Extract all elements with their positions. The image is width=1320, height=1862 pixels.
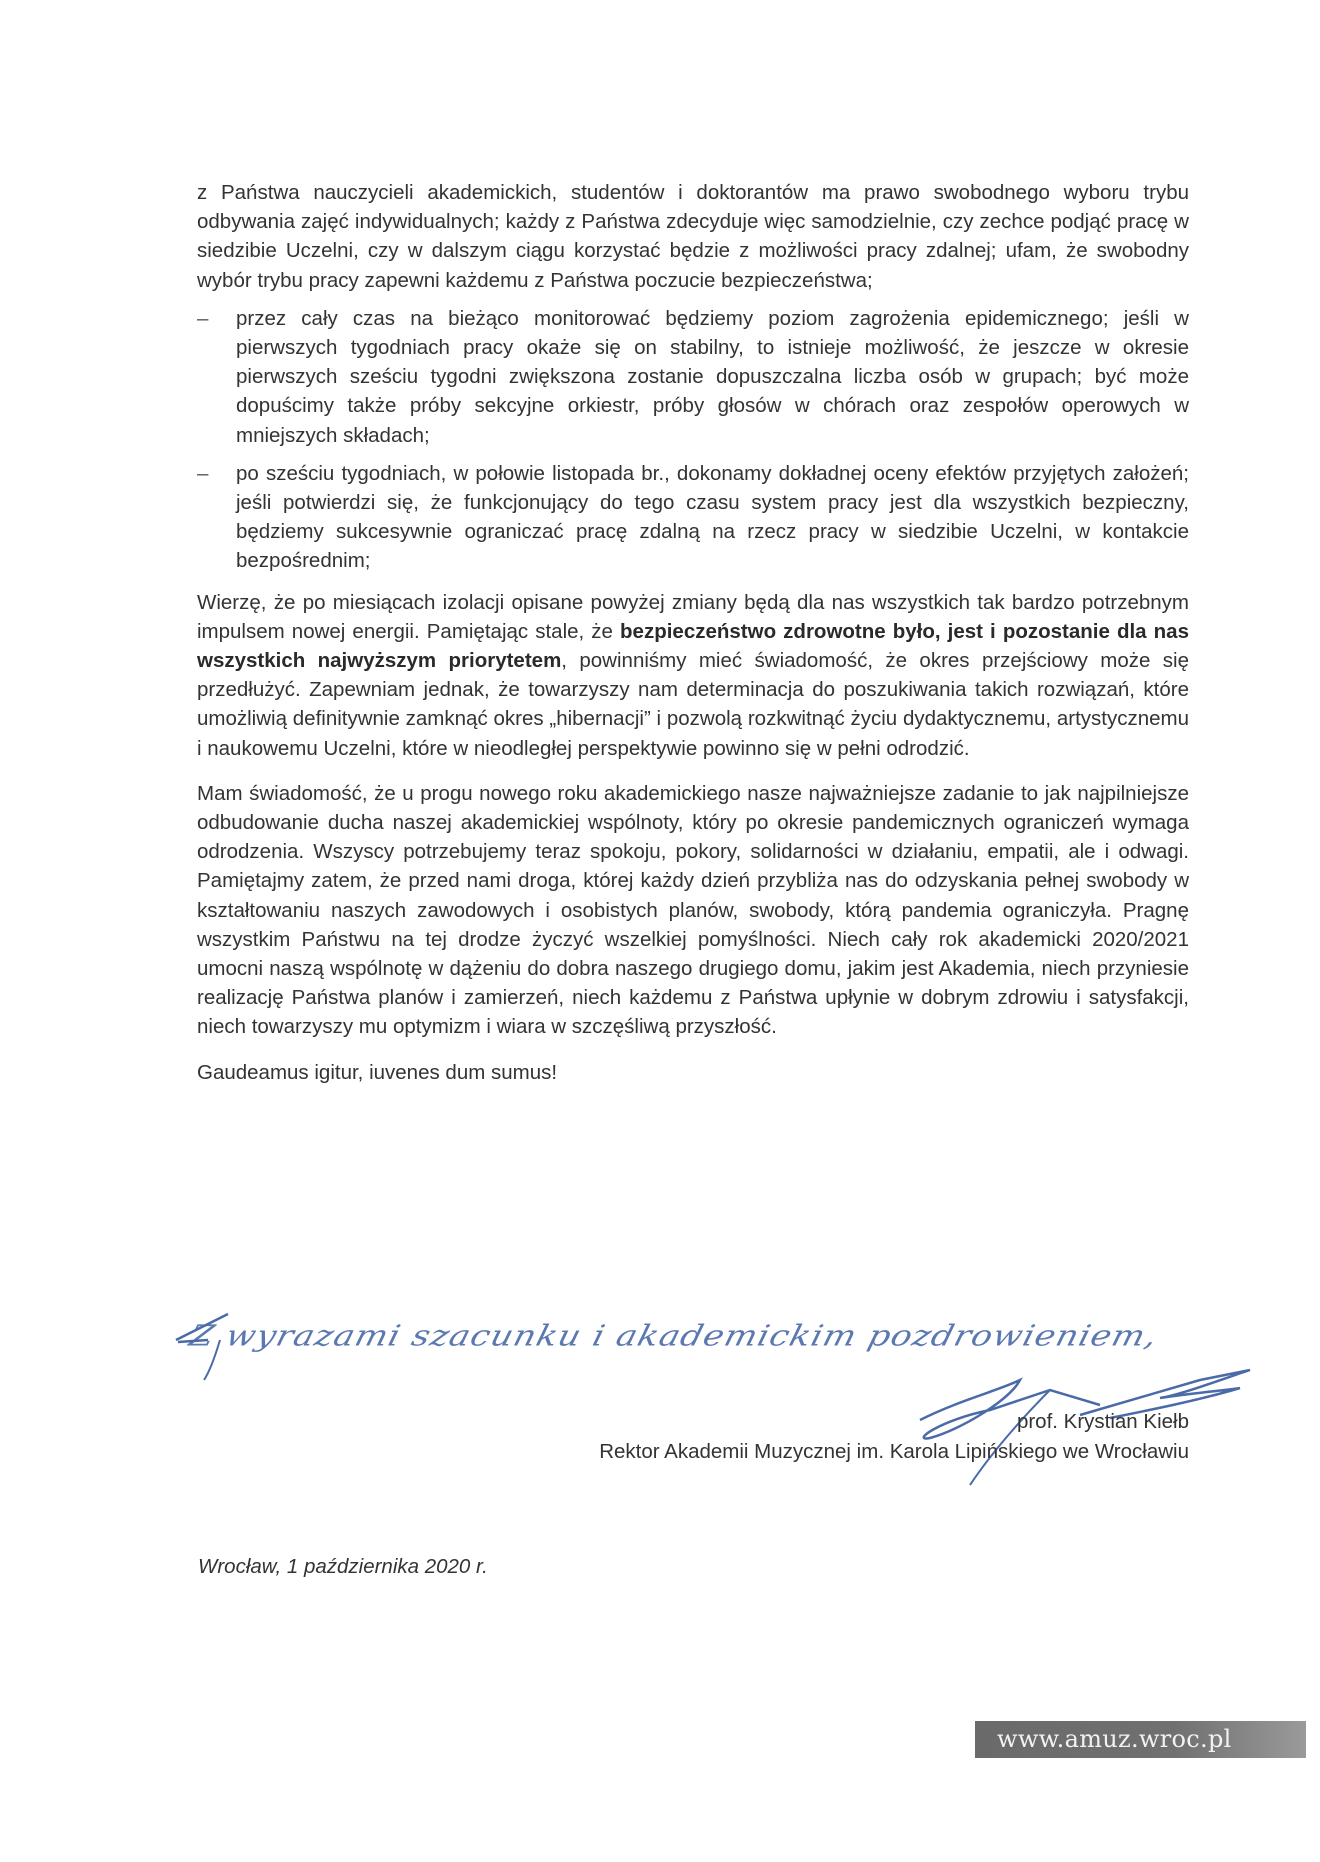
list-item-continuation: z Państwa nauczycieli akademickich, studentów i doktorantów ma prawo swobodnego wyboru trybu odbywania zajęć indywidualnych; każdy z Państwa zdecyduje więc samodzielnie, czy zechce podjąć pracę w siedzibie Uczelni, czy w dalszym ciągu korzystać będzie z możliwości pracy zdalnej; ufam, że swobodny wybór trybu pracy zapewni każdemu z Państwa poczucie bezpieczeństwa; xyxy=(197,181,1189,292)
paragraph-belief xyxy=(197,588,1189,763)
footer-url-link[interactable]: www.amuz.wroc.pl xyxy=(997,1725,1232,1753)
dash-bullet-icon: – xyxy=(197,461,209,485)
list-item xyxy=(197,304,1189,450)
dash-bullet-icon: – xyxy=(197,306,209,330)
paragraph-text: , powinniśmy mieć świadomość, że okres przejściowy może się przedłużyć. Zapewniam jednak, że towarzyszy nam determinacja do poszukiwania takich rozwiązań, które umożliwią definitywnie zamknąć okres „hibernacji” i pozwolą rozkwitnąć życiu dydaktycznemu, artystycznemu i naukowemu Uczelni, które w nieodległej perspektywie powinno się w pełni odrodzić. xyxy=(197,649,1189,760)
list-item-text: po sześciu tygodniach, w połowie listopada br., dokonamy dokładnej oceny efektów przyjętych założeń; jeśli potwierdzi się, że funkcjonujący do tego czasu system pracy jest dla wszystkich bezpieczny, będziemy sukcesywnie ograniczać pracę zdalną na rzecz pracy w siedzibie Uczelni, w kontakcie bezpośrednim; xyxy=(236,461,1189,573)
paragraph-text: Wierzę, że po miesiącach izolacji opisane powyżej zmiany będą dla nas wszystkich tak bardzo potrzebnym impulsem nowej energii. Pamiętając stale, że xyxy=(197,590,1189,643)
footer-bar xyxy=(975,1721,1306,1758)
list-item-text: przez cały czas na bieżąco monitorować będziemy poziom zagrożenia epidemicznego; jeśli w pierwszych tygodniach pracy okaże się on stabilny, to istnieje możliwość, że jeszcze w okresie pierwszych sześciu tygodni zwiększona zostanie dopuszczalna liczba osób w grupach; być może dopuścimy także próby sekcyjne orkiestr, próby głosów w chórach oraz zespołów operowych w mniejszych składach; xyxy=(236,306,1189,447)
bold-emphasis: bezpieczeństwo zdrowotne było, jest i pozostanie dla nas wszystkich najwyższym priorytetem xyxy=(197,619,1189,673)
date-place: Wrocław, 1 października 2020 r. xyxy=(198,1555,488,1578)
letter-body xyxy=(197,178,1189,1087)
closing-motto: Gaudeamus igitur, iuvenes dum sumus! xyxy=(197,1060,558,1084)
signatory-name: prof. Krystian Kiełb xyxy=(1016,1410,1189,1433)
greeting-text: Z wyrazami szacunku i akademickim pozdrowieniem, xyxy=(185,1319,1162,1353)
list-item xyxy=(197,459,1189,576)
signatory-title: Rektor Akademii Muzycznej im. Karola Lipińskiego we Wrocławiu xyxy=(599,1440,1189,1463)
paragraph-wishes: Mam świadomość, że u progu nowego roku akademickiego nasze najważniejsze zadanie to jak najpilniejsze odbudowanie ducha naszej akademickiej wspólnoty, który po okresie pandemicznych ograniczeń wymaga odrodzenia. Wszyscy potrzebujemy teraz spokoju, pokory, solidarności w działaniu, empatii, ale i odwagi. Pamiętajmy zatem, że przed nami droga, której każdy dzień przybliża nas do odzyskania pełnej swobody w kształtowaniu naszych zawodowych i osobistych planów, swobody, którą pandemia ograniczyła. Pragnę wszystkim Państwu na tej drodze życzyć wszelkiej pomyślności. Niech cały rok akademicki 2020/2021 umocni naszą wspólnotę w dążeniu do dobra naszego drugiego domu, jakim jest Akademia, niech przyniesie realizację Państwa planów i zamierzeń, niech każdemu z Państwa upłynie w dobrym zdrowiu i satysfakcji, niech towarzyszy mu optymizm i wiara w szczęśliwą przyszłość. xyxy=(197,781,1189,1039)
